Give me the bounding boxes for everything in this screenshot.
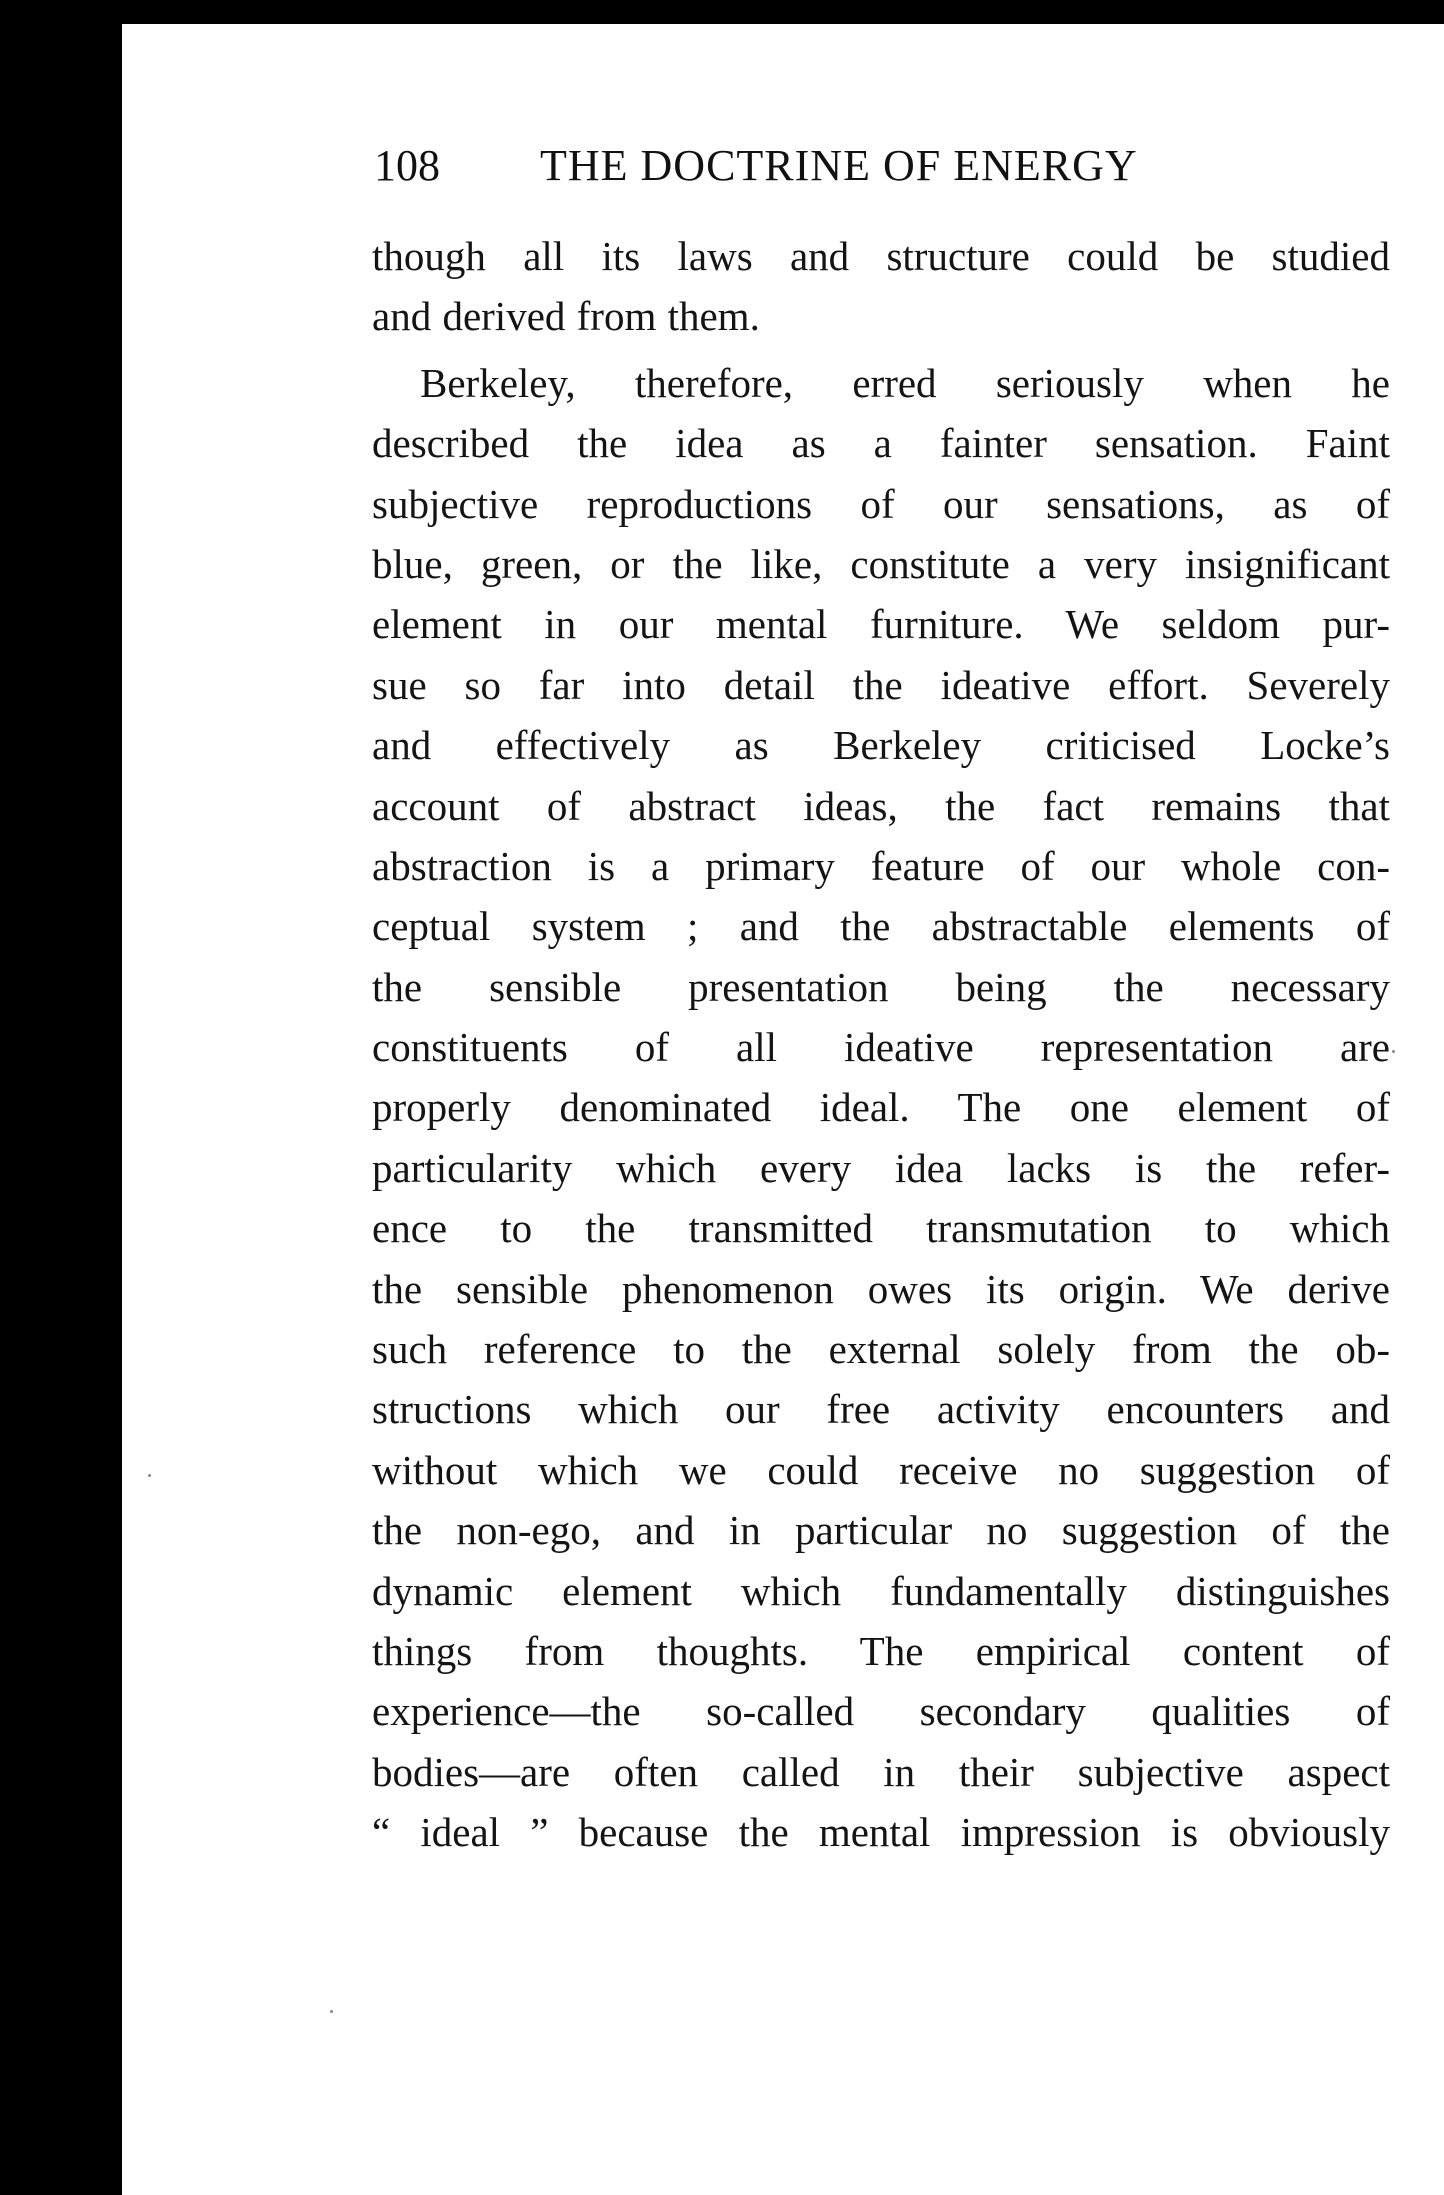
text-line: dynamic element which fundamentally distinguishes (372, 1567, 1390, 1614)
text-line: ence to the transmitted transmutation to which (372, 1205, 1390, 1252)
body-text (372, 226, 1390, 1863)
scan-speck (148, 1474, 151, 1477)
text-line: though all its laws and structure could be studied (372, 233, 1390, 279)
text-line: properly denominated ideal. The one element of (372, 1084, 1390, 1131)
text-line: ceptual system ; and the abstractable elements of (372, 903, 1390, 950)
running-title: THE DOCTRINE OF ENERGY (540, 141, 1138, 190)
text-line: the non-ego, and in particular no suggestion of the (372, 1507, 1390, 1554)
scan-speck (330, 2010, 333, 2013)
text-line: structions which our free activity encounters and (372, 1386, 1390, 1433)
text-line: bodies—are often called in their subjective aspect (372, 1748, 1390, 1795)
text-line: account of abstract ideas, the fact remains that (372, 782, 1390, 829)
text-line: particularity which every idea lacks is the refer- (372, 1144, 1390, 1191)
text-line: things from thoughts. The empirical content of (372, 1627, 1390, 1674)
text-line: constituents of all ideative representation are (372, 1024, 1390, 1071)
text-line: and effectively as Berkeley criticised Locke’s (372, 722, 1390, 769)
text-line: and derived from them. (372, 293, 760, 340)
text-line: the sensible phenomenon owes its origin. We derive (372, 1265, 1390, 1312)
text-line: “ ideal ” because the mental impression is obviously (372, 1809, 1390, 1856)
text-line: abstraction is a primary feature of our whole con- (372, 842, 1390, 889)
text-line: the sensible presentation being the necessary (372, 963, 1390, 1010)
text-line: without which we could receive no suggestion of (372, 1446, 1390, 1493)
text-line: such reference to the external solely from the ob- (372, 1326, 1390, 1373)
text-line: element in our mental furniture. We seldom pur- (372, 601, 1390, 648)
text-line: described the idea as a fainter sensation. Faint (372, 420, 1390, 467)
text-line: subjective reproductions of our sensations, as of (372, 480, 1390, 527)
text-line: sue so far into detail the ideative effort. Severely (372, 661, 1390, 708)
page-number: 108 (374, 141, 440, 190)
text-line: Berkeley, therefore, erred seriously when he (420, 359, 1390, 406)
running-header (374, 136, 1224, 196)
text-line: blue, green, or the like, constitute a very insignificant (372, 540, 1390, 587)
text-line: experience—the so-called secondary qualities of (372, 1688, 1390, 1735)
scan-speck (1392, 1050, 1395, 1053)
